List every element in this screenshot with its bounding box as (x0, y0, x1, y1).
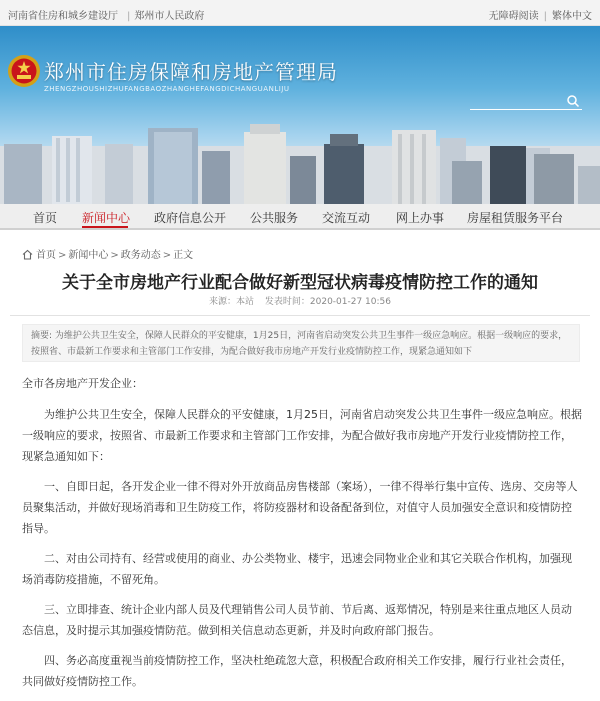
breadcrumb-news-center[interactable]: 新闻中心 (68, 250, 109, 261)
article-title: 关于全市房地产行业配合做好新型冠状病毒疫情防控工作的通知 (62, 273, 538, 293)
breadcrumb-separator: > (110, 250, 119, 261)
accessibility-link[interactable]: 无障碍阅读 (488, 11, 539, 22)
link-zhengzhou-gov[interactable]: 郑州市人民政府 (134, 11, 205, 22)
home-icon (22, 249, 33, 260)
nav-interaction[interactable]: 交流互动 (322, 211, 371, 225)
breadcrumb-gov-news[interactable]: 政务动态 (120, 250, 161, 261)
article-paragraph: 三、立即排查、统计企业内部人员及代理销售公司人员节前、节后离、返郑情况，特别是来往重点地区人员动态信息，及时提示其加强疫情防范。做到相关信息动态更新，并及时向政府部门报告。 (22, 603, 572, 637)
article-paragraph: 二、对由公司持有、经营或使用的商业、办公类物业、楼宇，迅速会同物业企业和其它关联合作机构，加强现场消毒防疫措施，不留死角。 (22, 552, 572, 586)
traditional-chinese-link[interactable]: 繁体中文 (552, 11, 592, 22)
article-paragraph: 为维护公共卫生安全，保障人民群众的平安健康，1月25日，河南省启动突发公共卫生事件一级应急响应。根据一级响应的要求，按照省、市最新工作要求和主管部门工作安排，为配合做好我市房地产开发行业疫情防控工作，现紧急通知如下： (22, 408, 582, 463)
divider: | (127, 11, 131, 22)
nav-home[interactable]: 首页 (33, 211, 58, 225)
nav-gov-info[interactable]: 政府信息公开 (154, 211, 227, 225)
header-banner (0, 26, 600, 204)
search-icon[interactable] (566, 94, 580, 108)
main-nav (0, 204, 600, 230)
breadcrumb-separator: > (58, 250, 67, 261)
article-body (22, 373, 582, 701)
top-tools (489, 7, 592, 22)
breadcrumb-current: 正文 (173, 250, 194, 261)
article-salutation: 全市各房地产开发企业： (22, 377, 143, 390)
top-links (8, 7, 208, 22)
nav-news-center[interactable]: 新闻中心 (82, 211, 131, 225)
link-henan-housing-dept[interactable]: 河南省住房和城乡建设厅 (8, 11, 118, 22)
national-emblem-icon (7, 54, 41, 88)
divider (10, 315, 590, 316)
article-source: 来源：本站 (209, 297, 255, 307)
breadcrumb (22, 246, 193, 261)
breadcrumb-home[interactable]: 首页 (36, 250, 56, 261)
nav-rental-platform[interactable]: 房屋租赁服务平台 (467, 211, 564, 225)
city-skyline-image (0, 26, 600, 204)
site-subtitle: ZHENGZHOUSHIZHUFANGBAOZHANGHEFANGDICHANGUANLIJU (44, 85, 290, 93)
article-publish-time: 发表时间：2020-01-27 10:56 (264, 297, 391, 307)
active-tab-indicator (82, 226, 128, 228)
nav-online-service[interactable]: 网上办事 (396, 211, 445, 225)
breadcrumb-separator: > (162, 250, 172, 261)
article-paragraph: 四、务必高度重视当前疫情防控工作，坚决杜绝疏忽大意，积极配合政府相关工作安排，履行行业社会责任，共同做好疫情防控工作。 (22, 654, 572, 688)
divider: | (543, 11, 547, 22)
article-meta (0, 294, 600, 307)
article-paragraph: 一、自即日起，各开发企业一律不得对外开放商品房售楼部（案场），一律不得举行集中宣传、选房、交房等人员聚集活动，并做好现场消毒和卫生防疫工作，将防疫器材和设备配备到位，对值守人员加强安全意识和疫情防控指导。 (22, 480, 578, 535)
site-title: 郑州市住房保障和房地产管理局 (44, 60, 338, 84)
top-utility-bar (0, 0, 600, 26)
article-summary: 摘要: 为维护公共卫生安全，保障人民群众的平安健康，1月25日，河南省启动突发公共卫生事件一级应急响应。根据一级响应的要求，按照省、市最新工作要求和主管部门工作安排，为配合做好我市房地产开发行业疫情防控工作，现紧急通知如下 (22, 324, 580, 362)
nav-public-service[interactable]: 公共服务 (250, 211, 299, 225)
